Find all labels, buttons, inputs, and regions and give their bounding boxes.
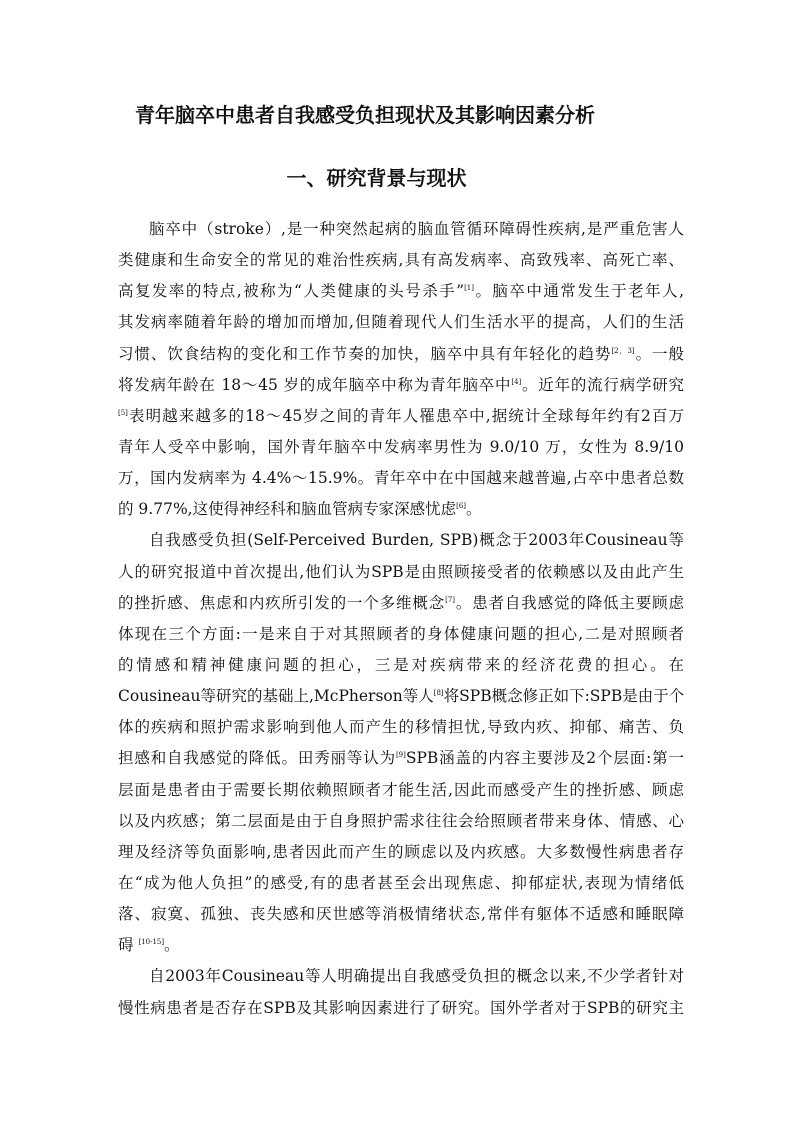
text-run: 。脑卒中通常发生于老年人, (474, 282, 684, 301)
text-run: 。一般 (634, 344, 684, 363)
text-line (118, 276, 684, 307)
citation-marker: [10-15] (138, 938, 165, 947)
text-run: 体的疾病和照护需求影响到他人而产生的移情担忧,导致内疚、抑郁、痛苦、负 (118, 718, 684, 737)
text-line (118, 370, 684, 401)
text-run: 以及内疚感；第二层面是由于自身照护需求往往会给照顾者带来身体、情感、心 (118, 811, 684, 830)
text-run: 。患者自我感觉的降低主要顾虑 (455, 593, 684, 612)
body-text (118, 214, 684, 1024)
citation-marker: [9] (395, 751, 406, 760)
citation-marker: [7] (445, 595, 456, 604)
citation-marker: [6] (456, 502, 467, 511)
text-line (118, 619, 684, 650)
text-line (118, 557, 684, 588)
text-run: 慢性病患者是否存在SPB及其影响因素进行了研究。国外学者对于SPB的研究主 (118, 998, 684, 1017)
text-line (118, 432, 684, 463)
text-line (118, 743, 684, 774)
text-run: 类健康和生命安全的常见的难治性疾病,具有高发病率、高致残率、高死亡率、 (118, 251, 684, 270)
text-run: 习惯、饮食结构的变化和工作节奏的加快，脑卒中具有年轻化的趋势 (118, 344, 612, 363)
text-run: 脑卒中（stroke）,是一种突然起病的脑血管循环障碍性疾病,是严重危害人 (149, 220, 684, 238)
text-run: 层面是患者由于需要长期依赖照顾者才能生活,因此而感受产生的挫折感、顾虑 (118, 780, 684, 799)
text-run: 的 9.77%,这使得神经科和脑血管病专家深感忧虑 (118, 500, 457, 519)
document-title: 青年脑卒中患者自我感受负担现状及其影响因素分析 (135, 103, 595, 127)
text-run: 的情感和精神健康问题的担心，三是对疾病带来的经济花费的担心。在 (118, 655, 684, 674)
text-run: 青年人受卒中影响，国外青年脑卒中发病率男性为 9.0/10 万，女性为 8.9/10 (118, 437, 684, 456)
citation-marker: [1] (464, 284, 474, 293)
text-run: 万，国内发病率为 4.4%～15.9%。青年卒中在中国越来越普遍,占卒中患者总数 (118, 469, 684, 488)
citation-marker: [5] (118, 408, 128, 417)
citation-marker: [8] (433, 689, 444, 698)
text-line (118, 837, 684, 868)
text-line (118, 494, 684, 525)
section-heading: 一、研究背景与现状 (286, 166, 467, 190)
text-line (118, 712, 684, 743)
text-line (118, 806, 684, 837)
text-line (118, 588, 684, 619)
text-run: 理及经济等负面影响,患者因此而产生的顾虑以及内疚感。大多数慢性病患者存 (118, 842, 684, 861)
text-line (118, 961, 684, 992)
text-run: 落、寂寞、孤独、丧失感和厌世感等消极情绪状态,常伴有躯体不适感和睡眠障 (118, 905, 684, 924)
text-line (118, 930, 684, 961)
text-run: 将SPB概念修正如下:SPB是由于个 (443, 687, 685, 706)
text-run: 在“成为他人负担”的感受,有的患者甚至会出现焦虑、抑郁症状,表现为情绪低 (118, 873, 684, 892)
text-run: 。 (164, 936, 180, 955)
text-line (118, 868, 684, 899)
text-run: 表明越来越多的18～45岁之间的青年人罹患卒中,据统计全球每年约有2百万 (127, 406, 684, 425)
text-run: 。近年的流行病学研究 (521, 375, 684, 394)
text-line (118, 650, 684, 681)
text-line (118, 899, 684, 930)
text-run: 碍 (118, 936, 139, 955)
text-run: 担感和自我感觉的降低。田秀丽等认为 (118, 749, 396, 768)
text-line (118, 401, 684, 432)
citation-marker: [4] (511, 377, 522, 386)
text-run: 人的研究报道中首次提出,他们认为SPB是由照顾接受者的依赖感以及由此产生 (118, 562, 684, 581)
text-run: SPB涵盖的内容主要涉及2个层面:第一 (405, 749, 684, 768)
text-line (118, 775, 684, 806)
text-line (118, 681, 684, 712)
text-run: 体现在三个方面:一是来自于对其照顾者的身体健康问题的担心,二是对照顾者 (118, 624, 684, 643)
text-run: 自2003年Cousineau等人明确提出自我感受负担的概念以来,不少学者针对 (149, 967, 684, 986)
text-line (118, 993, 684, 1024)
citation-marker: [2，3] (611, 346, 635, 355)
text-line (118, 339, 684, 370)
text-run: 的挫折感、焦虑和内疚所引发的一个多维概念 (118, 593, 446, 612)
text-line (118, 245, 684, 276)
text-line (118, 214, 684, 245)
text-line (118, 525, 684, 556)
text-run: 其发病率随着年龄的增加而增加,但随着现代人们生活水平的提高，人们的生活 (118, 313, 684, 332)
text-line (118, 463, 684, 494)
text-run: 高复发率的特点,被称为“人类健康的头号杀手” (118, 282, 465, 301)
text-run: 自我感受负担(Self-Perceived Burden, SPB)概念于2003年Cousineau等 (149, 531, 684, 550)
text-run: Cousineau等研究的基础上,McPherson等人 (118, 687, 434, 706)
text-run: 。 (466, 500, 482, 519)
text-run: 将发病年龄在 18～45 岁的成年脑卒中称为青年脑卒中 (118, 375, 512, 394)
text-line (118, 307, 684, 338)
